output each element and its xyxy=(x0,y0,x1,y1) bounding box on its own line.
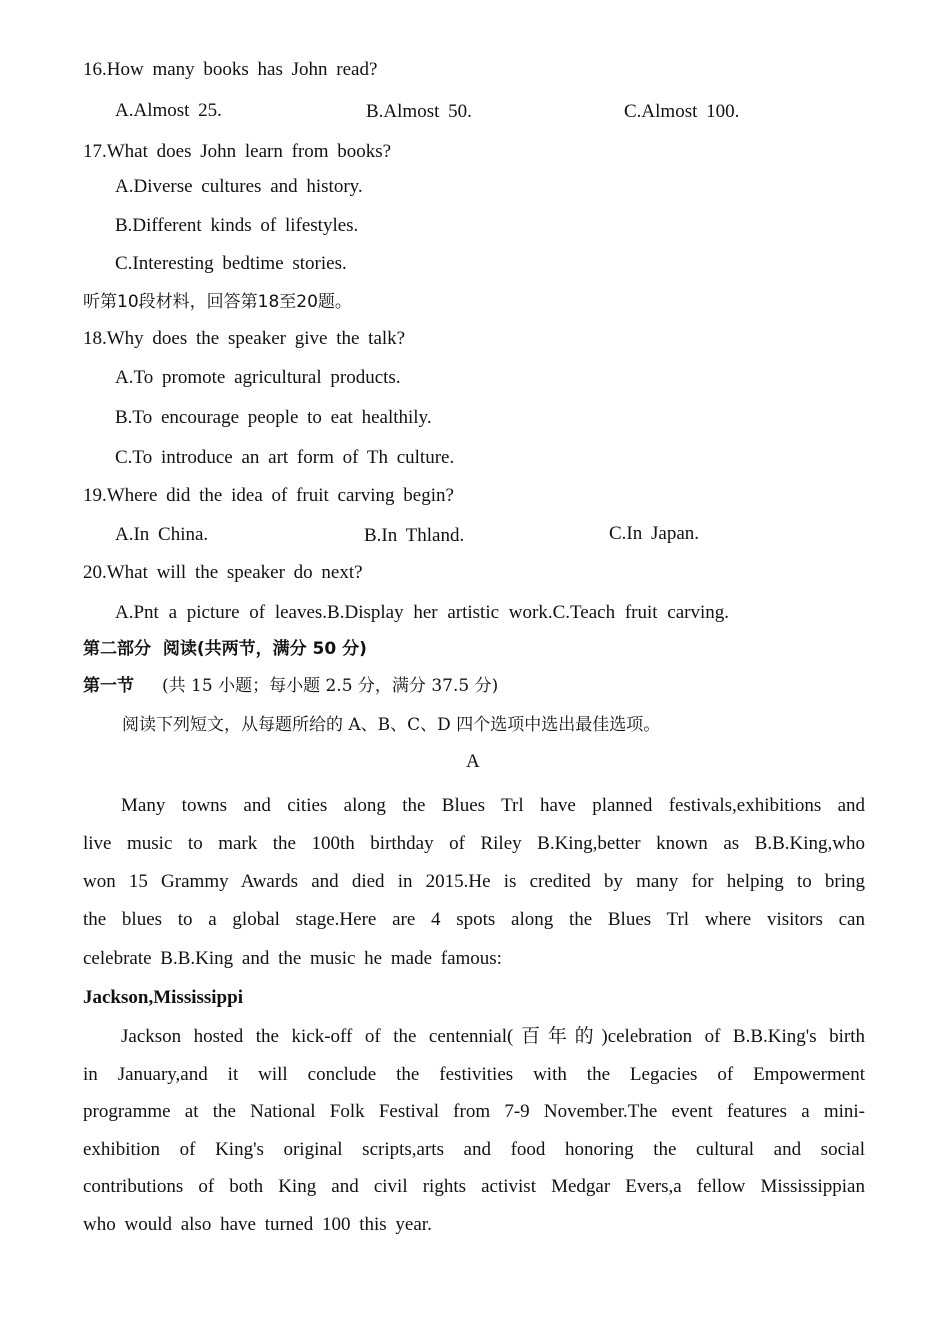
reading-instruction: 阅读下列短文，从每题所给的 A、B、C、D 四个选项中选出最佳选项。 xyxy=(122,715,661,735)
question-17-option-a: A.Diverse cultures and history. xyxy=(115,176,363,197)
paragraph-2-line-1: Jackson hosted the kick-off of the centennial(百年的)celebration of B.B.King's birth xyxy=(121,1026,865,1047)
reading-section-title: 第一节 xyxy=(83,676,134,696)
question-18-stem: 18.Why does the speaker give the talk? xyxy=(83,328,406,349)
question-19-option-a: A.In China. xyxy=(115,524,209,545)
paragraph-1-line-1: Many towns and cities along the Blues Trl have planned festivals,exhibitions and xyxy=(121,795,865,816)
section-subheading: Jackson,Mississippi xyxy=(83,987,243,1008)
question-19-option-b: B.In Thland. xyxy=(364,525,465,546)
question-16-option-c: C.Almost 100. xyxy=(624,101,740,122)
question-17-option-b: B.Different kinds of lifestyles. xyxy=(115,215,359,236)
paragraph-1-line-4: the blues to a global stage.Here are 4 spots along the Blues Trl where visitors can xyxy=(83,909,865,930)
question-18-option-b: B.To encourage people to eat healthily. xyxy=(115,407,432,428)
question-20-stem: 20.What will the speaker do next? xyxy=(83,562,363,583)
question-17-stem: 17.What does John learn from books? xyxy=(83,141,392,162)
section-10-instruction: 听第10段材料，回答第18至20题。 xyxy=(83,292,352,312)
question-16-stem: 16.How many books has John read? xyxy=(83,59,378,80)
question-20-options: A.Pnt a picture of leaves.B.Display her artistic work.C.Teach fruit carving. xyxy=(115,602,730,623)
question-19-option-c: C.In Japan. xyxy=(609,523,700,544)
question-16-option-b: B.Almost 50. xyxy=(366,101,472,122)
question-16-option-a: A.Almost 25. xyxy=(115,100,222,121)
question-17-option-c: C.Interesting bedtime stories. xyxy=(115,253,347,274)
paragraph-1-line-5: celebrate B.B.King and the music he made famous: xyxy=(83,948,502,969)
paragraph-2-line-2: in January,and it will conclude the festivities with the Legacies of Empowerment xyxy=(83,1064,865,1085)
reading-part-title: 第二部分 阅读(共两节，满分 50 分) xyxy=(83,639,367,659)
paragraph-1-line-3: won 15 Grammy Awards and died in 2015.He is credited by many for helping to bring xyxy=(83,871,865,892)
passage-letter: A xyxy=(466,751,480,772)
question-18-option-a: A.To promote agricultural products. xyxy=(115,367,401,388)
paragraph-2-line-6: who would also have turned 100 this year. xyxy=(83,1214,432,1235)
question-18-option-c: C.To introduce an art form of Th culture. xyxy=(115,447,455,468)
paragraph-1-line-2: live music to mark the 100th birthday of Riley B.King,better known as B.B.King,who xyxy=(83,833,865,854)
paragraph-2-line-3: programme at the National Folk Festival from 7-9 November.The event features a mini- xyxy=(83,1101,865,1122)
paragraph-2-line-5: contributions of both King and civil rights activist Medgar Evers,a fellow Mississippian xyxy=(83,1176,865,1197)
reading-section-score: (共 15 小题；每小题 2.5 分，满分 37.5 分) xyxy=(162,676,499,696)
paragraph-2-line-4: exhibition of King's original scripts,arts and food honoring the cultural and social xyxy=(83,1139,865,1160)
question-19-stem: 19.Where did the idea of fruit carving begin? xyxy=(83,485,454,506)
